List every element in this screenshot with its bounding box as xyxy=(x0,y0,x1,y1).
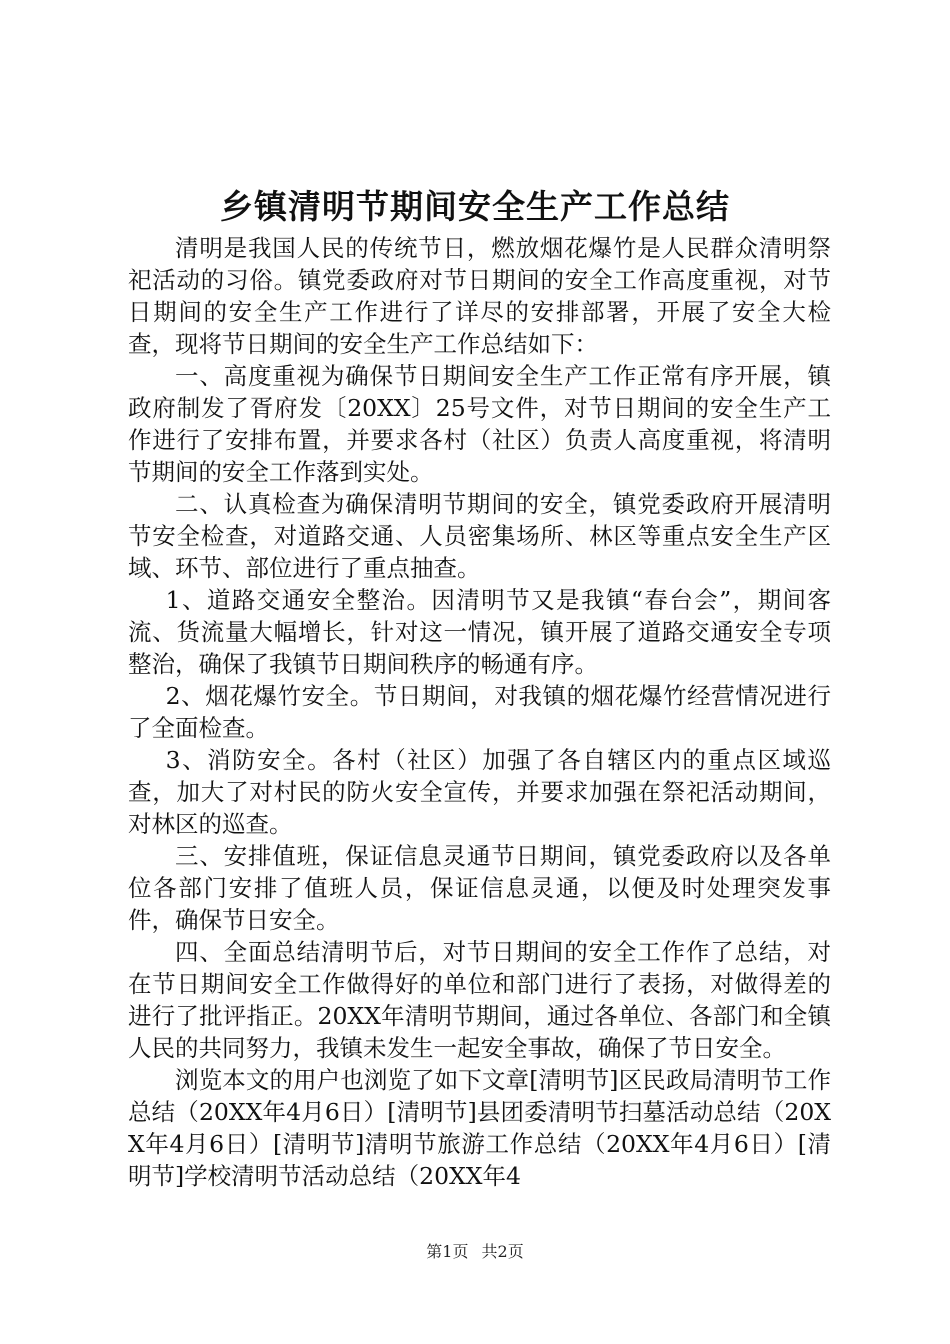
paragraph-section-4: 四、全面总结清明节后，对节日期间的安全工作作了总结，对在节日期间安全工作做得好的单位和部门进行了表扬，对做得差的进行了批评指正。20XX年清明节期间，通过各单位、各部门和全镇人民的共同努力，我镇未发生一起安全事故，确保了节日安全。 xyxy=(128,938,831,1062)
document-title: 乡镇清明节期间安全生产工作总结 xyxy=(220,187,730,226)
paragraph-section-3: 三、安排值班，保证信息灵通节日期间，镇党委政府以及各单位各部门安排了值班人员，保证信息灵通，以便及时处理突发事件，确保节日安全。 xyxy=(128,842,831,934)
paragraph-related-articles: 浏览本文的用户也浏览了如下文章[清明节]区民政局清明节工作总结（20XX年4月6日）[清明节]县团委清明节扫墓活动总结（20XX年4月6日）[清明节]清明节旅游工作总结（20XX年4月6日）[清明节]学校清明节活动总结（20XX年4 xyxy=(128,1066,831,1190)
document-body xyxy=(128,232,831,1192)
paragraph-item-3: 3、消防安全。各村（社区）加强了各自辖区内的重点区域巡查，加大了对村民的防火安全宣传，并要求加强在祭祀活动期间，对林区的巡查。 xyxy=(128,746,831,838)
paragraph-section-1: 一、高度重视为确保节日期间安全生产工作正常有序开展，镇政府制发了胥府发〔20XX〕25号文件，对节日期间的安全生产工作进行了安排布置，并要求各村（社区）负责人高度重视，将清明节期间的安全工作落到实处。 xyxy=(128,362,831,486)
page-total: 共2页 xyxy=(481,1242,524,1261)
paragraph-item-2: 2、烟花爆竹安全。节日期间，对我镇的烟花爆竹经营情况进行了全面检查。 xyxy=(128,682,831,742)
paragraph-section-2: 二、认真检查为确保清明节期间的安全，镇党委政府开展清明节安全检查，对道路交通、人员密集场所、林区等重点安全生产区域、环节、部位进行了重点抽查。 xyxy=(128,490,831,582)
paragraph-intro: 清明是我国人民的传统节日，燃放烟花爆竹是人民群众清明祭祀活动的习俗。镇党委政府对节日期间的安全工作高度重视，对节日期间的安全生产工作进行了详尽的安排部署，开展了安全大检查，现将节日期间的安全生产工作总结如下： xyxy=(128,234,831,358)
page-number: 第1页 xyxy=(426,1242,469,1261)
paragraph-item-1: 1、道路交通安全整治。因清明节又是我镇“春台会”，期间客流、货流量大幅增长，针对这一情况，镇开展了道路交通安全专项整治，确保了我镇节日期间秩序的畅通有序。 xyxy=(128,586,831,678)
page-footer xyxy=(0,1240,950,1264)
